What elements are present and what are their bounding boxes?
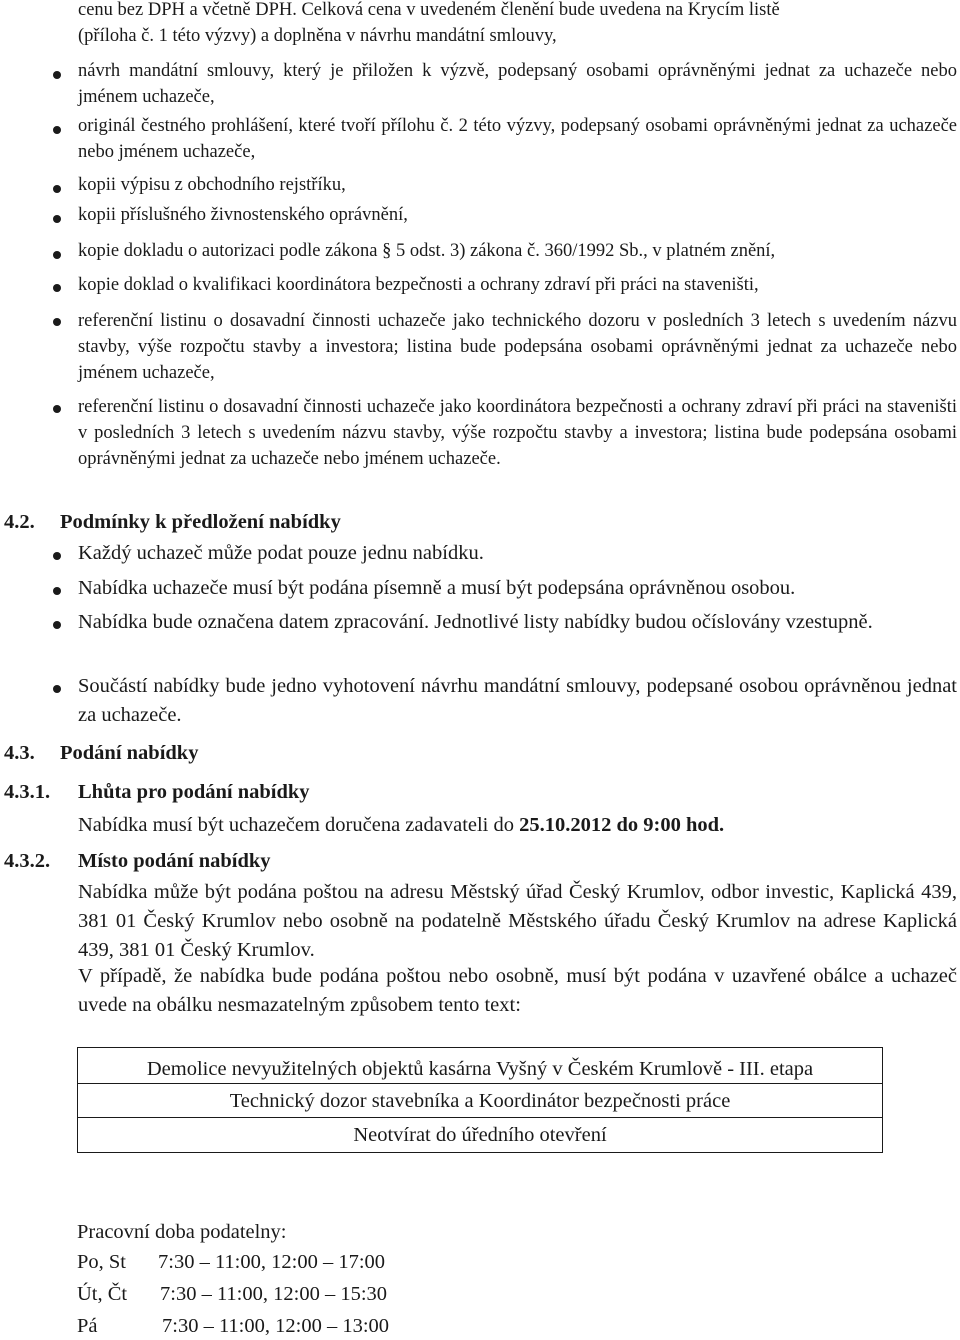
doc-list-item: kopii příslušného živnostenského oprávnění, xyxy=(78,205,408,225)
deadline-text xyxy=(78,811,957,840)
bullet-icon xyxy=(53,71,61,79)
subsection-title: Místo podání nabídky xyxy=(78,850,271,872)
section-title: Podmínky k předložení nabídky xyxy=(60,511,341,533)
condition-item: Součástí nabídky bude jedno vyhotovení návrhu mandátní smlouvy, podepsané osobou oprávněnou jednat za uchazeče. xyxy=(78,675,957,726)
envelope-line: Neotvírat do úředního otevření xyxy=(353,1124,607,1146)
office-hours-day: Pá xyxy=(77,1315,98,1337)
office-hours-time: 7:30 – 11:00, 12:00 – 17:00 xyxy=(158,1251,386,1273)
office-hours-time: 7:30 – 11:00, 12:00 – 15:30 xyxy=(160,1283,388,1305)
office-hours-day: Po, St xyxy=(77,1251,126,1273)
condition-item: Nabídka uchazeče musí být podána písemně a musí být podepsána oprávněnou osobou. xyxy=(78,577,796,599)
continuation-line-2: (příloha č. 1 této výzvy) a doplněna v návrhu mandátní smlouvy, xyxy=(78,26,557,46)
subsection-title: Lhůta pro podání nabídky xyxy=(78,781,310,803)
bullet-icon xyxy=(53,284,61,292)
continuation-line-1: cenu bez DPH a včetně DPH. Celková cena v uvedeném členění bude uvedena na Krycím listě xyxy=(78,0,780,20)
subsection-number: 4.3.1. xyxy=(4,781,51,803)
envelope-line: Demolice nevyužitelných objektů kasárna Vyšný v Českém Krumlově - III. etapa xyxy=(146,1058,814,1080)
envelope-line: Technický dozor stavebníka a Koordinátor bezpečnosti práce xyxy=(229,1090,731,1112)
bullet-icon xyxy=(53,587,61,595)
section-number: 4.2. xyxy=(4,511,35,533)
section-number: 4.3. xyxy=(4,742,35,764)
bullet-icon xyxy=(53,621,61,629)
doc-list-item: referenční listinu o dosavadní činnosti uchazeče jako technického dozoru v posledních 3 letech s uvedením názvu stavby, výše rozpočtu stavby a investora; listina bude podepsána osobami oprávněnými jednat za uchazeče nebo jménem uchazeče, xyxy=(78,311,957,383)
doc-list-item: kopie doklad o kvalifikaci koordinátora bezpečnosti a ochrany zdraví při práci na staveništi, xyxy=(78,275,759,295)
bullet-icon xyxy=(53,552,61,560)
envelope-label-box xyxy=(77,1047,883,1153)
doc-list-item: originál čestného prohlášení, které tvoří přílohu č. 2 této výzvy, podepsaný osobami oprávněnými jednat za uchazeče nebo jménem uchazeče, xyxy=(78,116,957,162)
condition-item: Každý uchazeč může podat pouze jednu nabídku. xyxy=(78,542,484,564)
doc-list-item: kopii výpisu z obchodního rejstříku, xyxy=(78,175,346,195)
deadline-lead: Nabídka musí být uchazečem doručena zadavateli do xyxy=(78,814,520,836)
section-title: Podání nabídky xyxy=(60,742,199,764)
subsection-number: 4.3.2. xyxy=(4,850,51,872)
divider xyxy=(78,1117,882,1118)
bullet-icon xyxy=(53,251,61,259)
doc-list-item: kopie dokladu o autorizaci podle zákona § 5 odst. 3) zákona č. 360/1992 Sb., v platném znění, xyxy=(78,241,776,261)
office-hours-day: Út, Čt xyxy=(77,1283,128,1305)
doc-list-item: návrh mandátní smlouvy, který je přiložen k výzvě, podepsaný osobami oprávněnými jednat za uchazeče nebo jménem uchazeče, xyxy=(78,61,957,107)
condition-item: Nabídka bude označena datem zpracování. Jednotlivé listy nabídky budou očíslovány vzestupně. xyxy=(78,611,873,633)
office-hours-title: Pracovní doba podatelny: xyxy=(77,1221,287,1243)
submission-address-paragraph: Nabídka může být podána poštou na adresu Městský úřad Český Krumlov, odbor investic, Kaplická 439, 381 01 Český Krumlov nebo osobně na podatelně Městského úřadu Český Krumlov na adrese Kaplická 439, 381 01 Český Krumlov. xyxy=(78,881,957,961)
bullet-icon xyxy=(53,685,61,693)
envelope-instructions-paragraph: V případě, že nabídka bude podána poštou nebo osobně, musí být podána v uzavřené obálce a uchazeč uvede na obálku nesmazatelným způsobem tento text: xyxy=(78,965,957,1016)
bullet-icon xyxy=(53,185,61,193)
bullet-icon xyxy=(53,215,61,223)
bullet-icon xyxy=(53,318,61,326)
office-hours-time: 7:30 – 11:00, 12:00 – 13:00 xyxy=(162,1315,390,1337)
divider xyxy=(78,1083,882,1084)
doc-list-item: referenční listinu o dosavadní činnosti uchazeče jako koordinátora bezpečnosti a ochrany zdraví při práci na staveništi v posledních 3 letech s uvedením názvu stavby, výše rozpočtu stavby a investora; listina bude podepsána osobami oprávněnými jednat za uchazeče nebo jménem uchazeče. xyxy=(78,397,957,469)
bullet-icon xyxy=(53,405,61,413)
bullet-icon xyxy=(53,126,61,134)
deadline-date: 25.10.2012 do 9:00 hod. xyxy=(519,814,725,836)
